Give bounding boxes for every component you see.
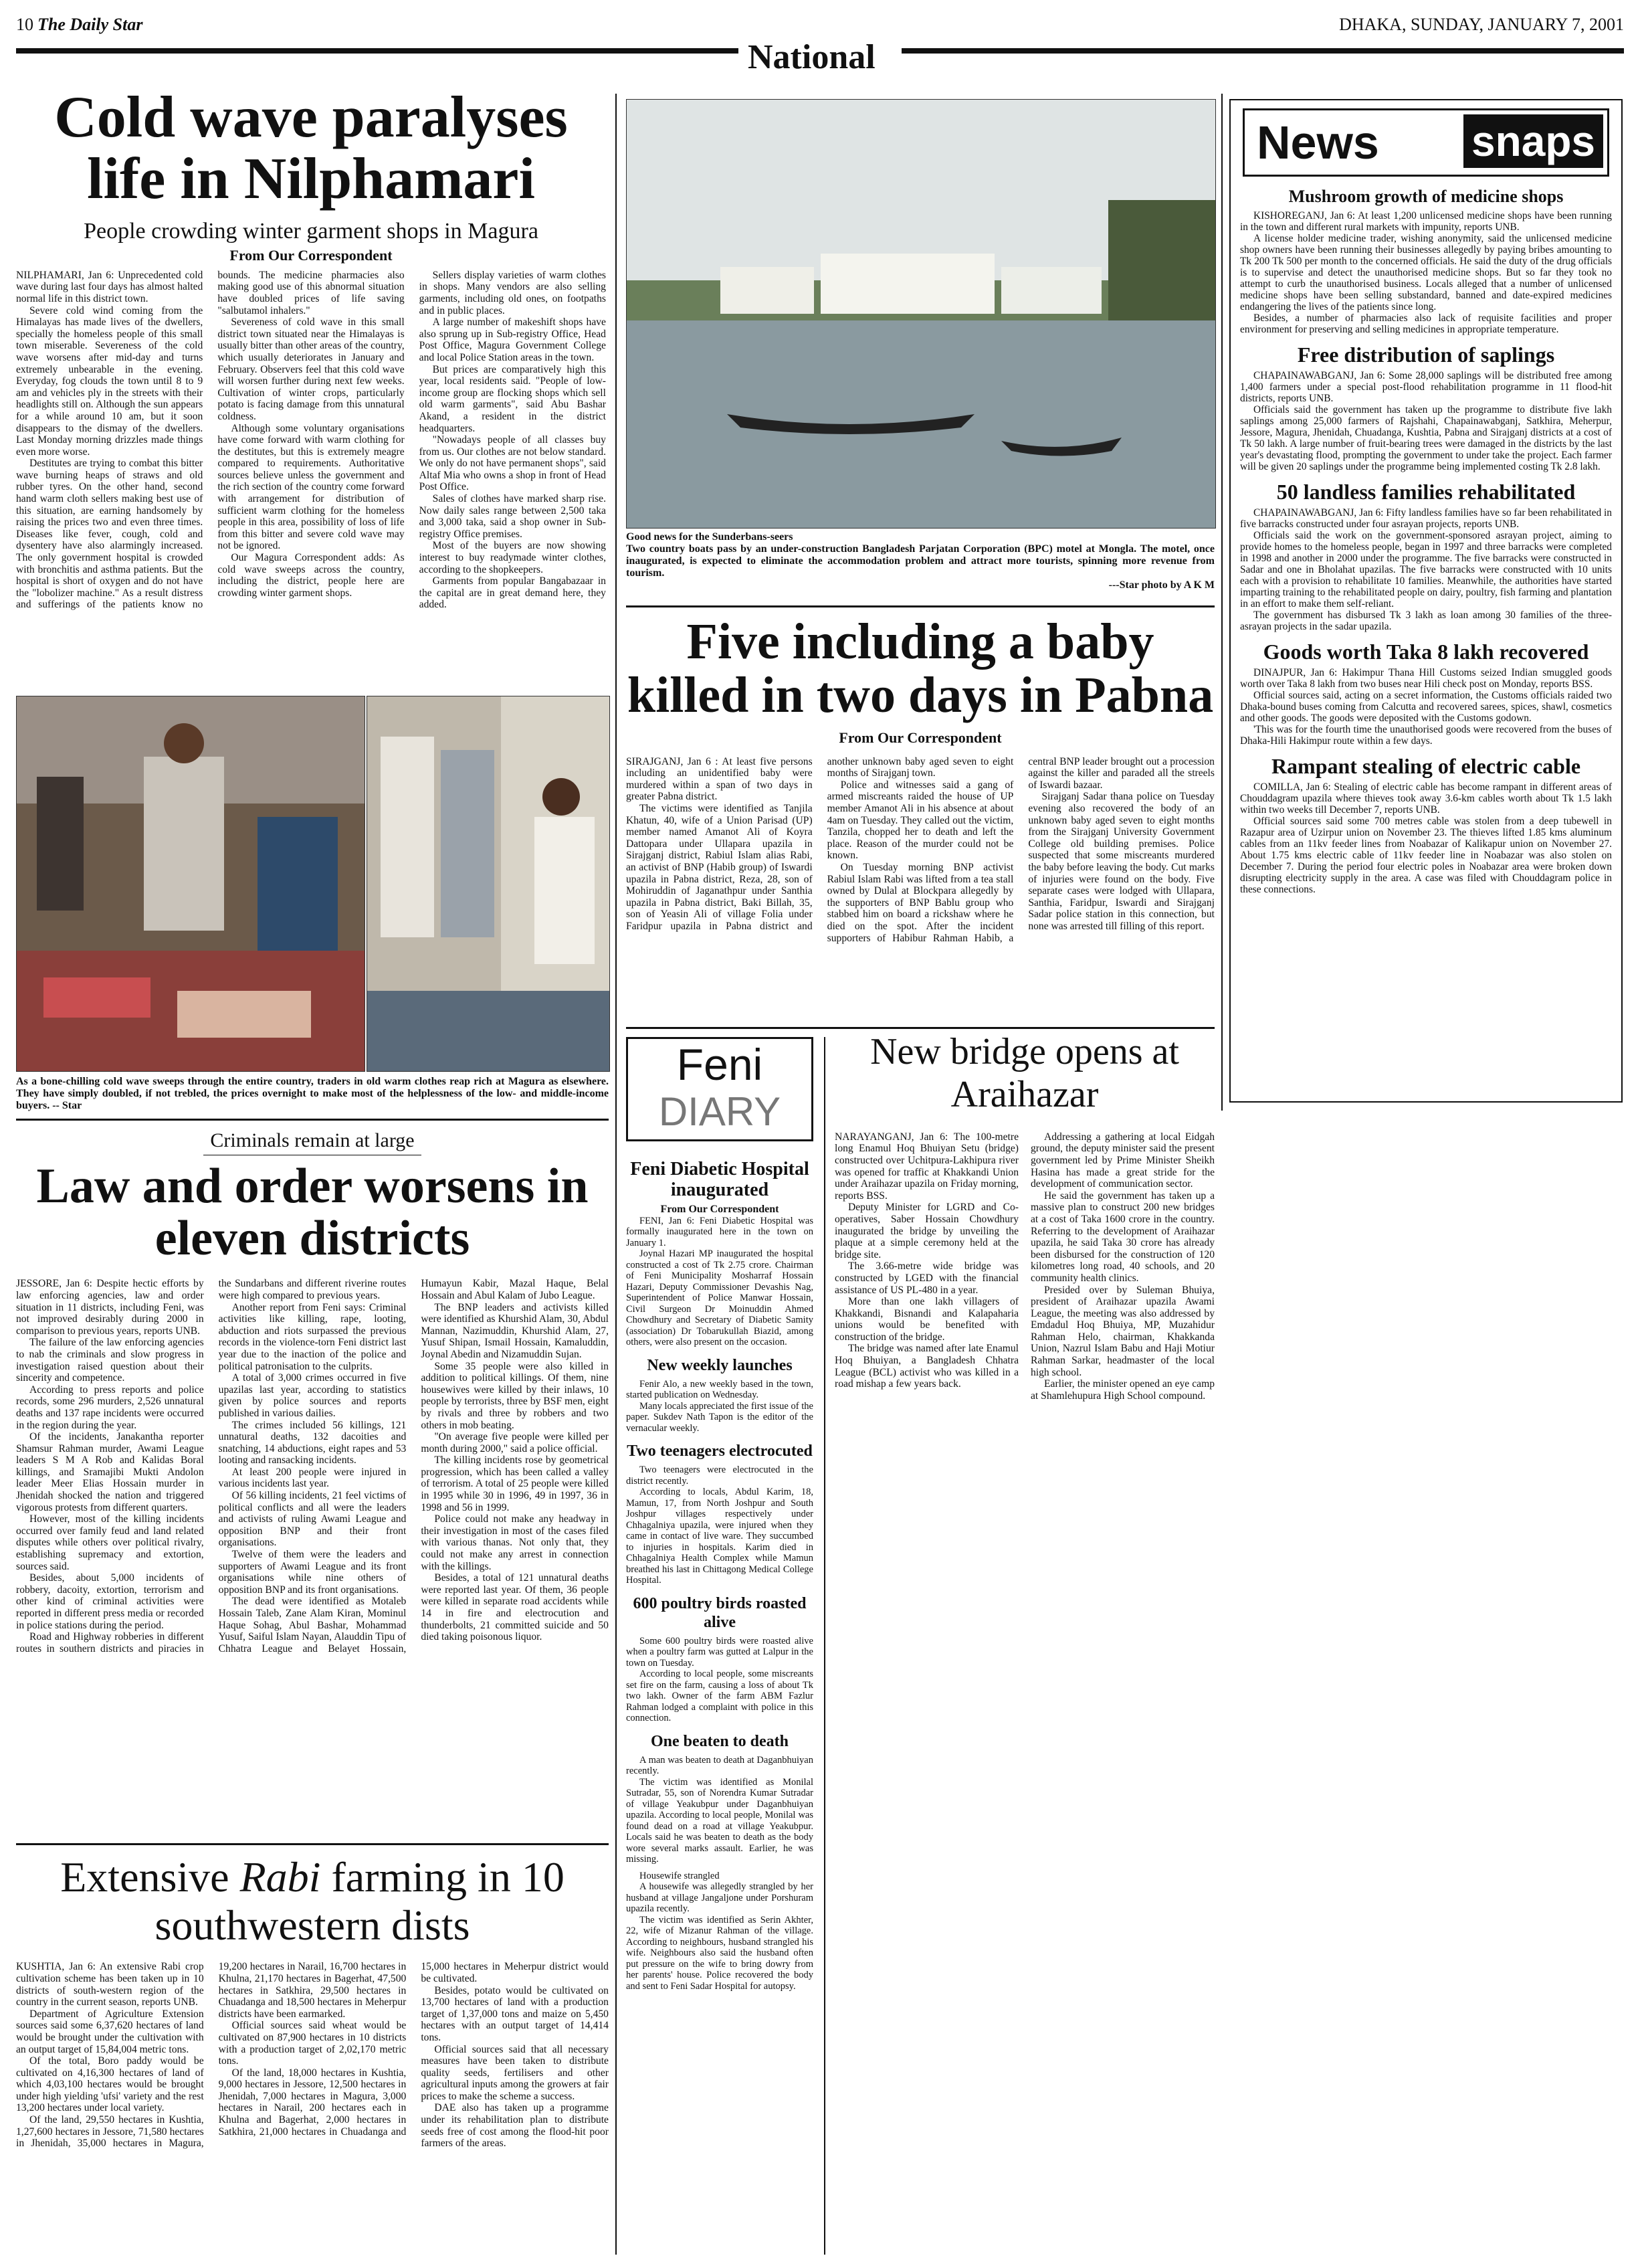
column-divider (824, 1037, 825, 2255)
paragraph: At least 200 people were injured in various incidents last year. (218, 1466, 407, 1490)
page-number: 10 (16, 15, 33, 34)
article-body (16, 270, 606, 718)
news-logo-text: News (1257, 116, 1379, 169)
item-title: Goods worth Taka 8 lakh recovered (1263, 640, 1589, 664)
paragraph: According to locals, Abdul Karim, 18, Mamun, 17, from North Joshpur and South Joshpur villages respectively under Chhagalniya upazila, were injured when they came in contact of live ware. They succumbed to injuries in hospitals. Karim died in Chhagalniya Health Complex while Mamun breathed his last in Chittagong Medical College Hospital. (626, 1487, 813, 1586)
paper-name: The Daily Star (37, 15, 143, 34)
paragraph: The killing incidents rose by geometrical progression, which has been called a valley of terrorism. A total of 25 people were killed in 1995 while 30 in 1996, 49 in 1997, 36 in 1998 and 56 in 1999. (421, 1454, 609, 1513)
article-body (16, 1278, 609, 1826)
paragraph: Our Magura Correspondent adds: As cold wave sweeps across the country, including the district, people here are crowding winter garment shops. (217, 552, 405, 599)
paragraph: The bridge was named after late Enamul Hoq Bhuiyan, a Bangladesh Chhatra League (BCL) activist who was killed in a road mishap a few years back. (835, 1343, 1019, 1390)
photo-clothes-vendor (367, 696, 610, 1072)
paragraph: CHAPAINAWABGANJ, Jan 6: Fifty landless families have so far been rehabilitated in five barracks constructed under four asrayan projects, reports UNB. (1240, 507, 1612, 530)
article-body (16, 1961, 609, 2249)
paragraph: Of the incidents, Janakantha reporter Shamsur Rahman murder, Awami League leaders S M A Rob and Kalidas Boral killings, and Sramajibi Mukti Andolon leader Meer Elias Hossain murder in Jhenidah shocked the nation and triggered vigorous protests from different quarters. (16, 1431, 204, 1513)
paragraph: He said the government has taken up a massive plan to construct 200 new bridges at a cost of Taka 1600 crore in the country. Referring to the development of Araihazar upazila, he said Taka 30 crore has already been disbursed for the construction of 120 kilometres long road, 40 schools, and 20 community health clinics. (1031, 1190, 1215, 1284)
article-body (626, 756, 1215, 1014)
paragraph: According to press reports and police records, some 296 murders, 2,526 unnatural deaths and 137 rape incidents were occurred in the region during the year. (16, 1384, 204, 1431)
paragraph: Two teenagers were electrocuted in the district recently. (626, 1464, 813, 1487)
paragraph: Of the land, 29,550 hectares in Kushtia, 1,27,600 hectares in Jessore, 71,580 hectares in Jhenidah, 35,000 hectares in Magura, 19,200 hectares in Narail, 16,700 hectares in Khulna, 21,170 hectares in Bagerhat, 47,500 hectares in Satkhira, 29,500 hectares in Chuadanga and 18,500 hectares in Meherpur districts have been earmarked. (16, 1961, 407, 2150)
paragraph: Officials said the government has taken up the programme to distribute five lakh saplings among 25,000 farmers of Rajshahi, Chapainawabganj, Satkhira, Meherpur, Jessore, Magura, Jhenidah, Chuadanga, Kushtia, Pabna and Sirajganj districts at a cost of Tk 50 lakh. A large number of fruit-bearing trees were damaged in the districts by the last year's devastating flood, prompting the government to under take the project. Each farmer will be given 20 saplings under the programme being implemented costing Tk 2.8 lakh. (1240, 404, 1612, 472)
law-order-story (16, 1124, 609, 1826)
caption-text: Two country boats pass by an under-construction Bangladesh Parjatan Corporation (BPC) motel at Mongla. The motel, once inaugurated, is expected to eliminate the accommodation problem and attract more tourists, spinning more revenue from tourism. (626, 543, 1215, 579)
rabi-story (16, 1853, 609, 2249)
paragraph: Some 35 people were also killed in addition to political killings. Of them, nine housewives were killed by their inlaws, 10 people by terrorists, three by BSF men, eight by rivals and three by robbers and two others in mob beating. (421, 1360, 609, 1431)
subheadline: People crowding winter garment shops in Magura (84, 218, 538, 244)
paragraph: Police could not make any headway in their investigation in most of the cases filed with various thanas. Not only that, they could not make any arrest in connection with the killings. (421, 1513, 609, 1572)
section-rule-right (902, 48, 1624, 54)
paragraph: "On average five people were killed per month during 2000," said a police official. (421, 1431, 609, 1454)
feni-logo-text: Feni (676, 1040, 763, 1089)
section-rule-left (16, 48, 738, 54)
paragraph: NARAYANGANJ, Jan 6: The 100-metre long Enamul Hoq Bhuiyan Setu (bridge) constructed over Uchitpura-Lakhipura river was opened for traffic at Khakkandi Union under Araihazar upazila on Friday morning, reports BSS. (835, 1131, 1019, 1202)
headline: New bridge opens at Araihazar (870, 1031, 1179, 1116)
photo-caption: As a bone-chilling cold wave sweeps through the entire country, traders in old warm clothes reap rich at Magura as elsewhere. They have simply doubled, if not trebled, the prices overnight to make most of the helplessness of the low- and middle-income buyers. -- Star (16, 1076, 609, 1111)
photo-mongla-motel-image (627, 100, 1215, 528)
paragraph: Addressing a gathering at local Eidgah ground, the deputy minister said the present government led by Prime Minister Sheikh Hasina has made a great stride for the development of communication sector. (1031, 1131, 1215, 1190)
paragraph: 'This was for the fourth time the unauthorised goods were recovered from the buses of Dhaka-Hili Hakimpur route within a few days. (1240, 724, 1612, 747)
paragraph: On Tuesday morning BNP activist Rabiul Islam Rabi was lifted from a tea stall owned by Dulal at Blockpara allegedly by the supporters of BNP Bablu group who stabbed him on board a rickshaw where he died on the spot. After the incident supporters of Habibur Rahman Habib, a central BNP leader brought out a procession against the killer and paraded all the streels of Iswardi bazaar. (827, 755, 1215, 944)
paragraph: Official sources said that all necessary measures have been taken to distribute quality seeds, fertilisers and other agricultural inputs among the growers at fair prices to make the scheme a success. (421, 2043, 609, 2102)
paragraph: COMILLA, Jan 6: Stealing of electric cable has become rampant in different areas of Chouddagram upazila where thieves took away 3.6-km cables worth about Tk 1.5 lakh within two weeks till December 7, reports UNB. (1240, 781, 1612, 816)
feni-diary-items (626, 1151, 813, 2194)
paragraph: SIRAJGANJ, Jan 6 : At least five persons including an unidentified baby were murdered within a span of two days in greater Pabna district. (626, 755, 813, 803)
paragraph: Some 600 poultry birds were roasted alive when a poultry farm was gutted at Lalpur in the town on Tuesday. (626, 1635, 813, 1669)
kicker: Criminals remain at large (203, 1129, 421, 1155)
byline: From Our Correspondent (229, 246, 393, 264)
paragraph: The failure of the law enforcing agencies to nab the criminals and slow progress in investigation raised question about their sincerity and competence. (16, 1337, 204, 1384)
paragraph: The government has disbursed Tk 3 lakh as loan among 30 families of the three-asrayan projects in the sadar upazila. (1240, 609, 1612, 632)
paragraph: Officials said the work on the government-sponsored asrayan project, aiming to provide homes to the homeless people, began in 1997 and three barracks were completed in 1998 and another in 2000 under the programme. The five barracks were constructed in Sadar and one in Bholahat upazilas. The five barracks were constructed with 10 units each with a provision to rehabilitate 10 families. Meanwhile, the authorities have started imparting training to the rehabilitated people on dairy, poultry, fish farming and plantation in an effort to make them self-reliant. (1240, 530, 1612, 609)
photo-credit: ---Star photo by A K M (1108, 579, 1215, 591)
paragraph: Besides, a number of pharmacies also lack of requisite facilities and proper environment for preserving and selling medicines in appropriate temperature. (1240, 312, 1612, 335)
paragraph: But prices are comparatively high this year, local residents said. "People of low-income group are flocking shops which sell old warm garments", said Abu Bashar Akand, a resident in the district headquarters. (419, 363, 606, 434)
cold-wave-story (16, 87, 606, 718)
paragraph: Of the land, 18,000 hectares in Kushtia, 9,000 hectares in Jessore, 12,500 hectares in Jhenidah, 7,000 hectares in Magura, 3,000 hectares in Narail, 200 hectares each in Khulna and Bagerhat, 2,000 hectares in Satkhira, 21,000 hectares in Chuadanga and 15,000 hectares in Meherpur district would be cultivated. (218, 1961, 609, 2138)
item-title: 600 poultry birds roasted alive (633, 1594, 807, 1631)
paragraph: Sellers display varieties of warm clothes in shops. Many vendors are also selling garments, including old ones, on footpaths and in public places. (419, 269, 606, 316)
paragraph: Severe cold wind coming from the Himalayas has made lives of the dwellers, specially the homeless people of this small town miserable. Severeness of the cold wave worsens after mid-day and turns extremely unbearable in the evening. Everyday, fog clouds the town until 8 to 9 am and vehicles ply in the streets with their headlights still on. Although the sun appears for a while around 10 am, but it soon disappears to the dismay of the dwellers. Last Monday morning drizzles made things even more worse. (16, 304, 203, 458)
paragraph: Besides, potato would be cultivated on 13,700 hectares of land with a production target of 1,37,000 tons and maize on 5,450 hectares with an output target of 14,414 tons. (421, 1984, 609, 2043)
headline: Cold wave paralyses life in Nilphamari (54, 85, 568, 212)
paragraph: FENI, Jan 6: Feni Diabetic Hospital was formally inaugurated here in the town on January 1. (626, 1215, 813, 1248)
photo-clothes-vendor-image (367, 696, 609, 1071)
paragraph: Many locals appreciated the first issue of the paper. Sukdev Nath Tapon is the editor of the vernacular weekly. (626, 1400, 813, 1434)
paragraph: The victim was identified as Serin Akhter, 22, wife of Mizanur Rahman of the village. According to neighbours, husband strangled his wife. Neighbours also said the husband often put pressure on the wife to bring dowry from her parents' house. Police recovered the body and sent to Feni Sadar Hospital for autopsy. (626, 1914, 813, 1992)
headline: Law and order worsens in eleven districts (36, 1159, 589, 1266)
item-title: New weekly launches (647, 1356, 793, 1374)
item-byline: From Our Correspondent (660, 1204, 779, 1215)
feni-diary (626, 1037, 813, 2194)
paragraph: Garments from popular Bangabazaar in the capital are in great demand here, they added. (419, 575, 606, 611)
photo-garment-shop-image (17, 696, 365, 1071)
paragraph: Of 56 killing incidents, 21 feel victims of political conflicts and all were the leaders and activists of ruling Awami League and opposition BNP and their front organisations. (218, 1490, 407, 1549)
paragraph: Besides, a total of 121 unnatural deaths were reported last year. Of them, 36 people were killed in separate road accidents while 14 in fire and electrocution and thunderbolts, 21 committed suicide and 50 died taking poisonous liquor. (421, 1572, 609, 1643)
paragraph: The crimes included 56 killings, 121 unnatural deaths, 132 dacoities and snatching, 14 abductions, eight rapes and 53 looting and ransacking incidents. (218, 1419, 407, 1467)
news-snaps-items (1240, 187, 1612, 1084)
paragraph: The victim was identified as Monilal Sutradar, 55, son of Norendra Kumar Sutradar of village Yeakubpur under Daganbhuiyan upazila. According to local people, Monilal was found dead on a road at village Yeakubpur. Locals said he was beaten to death as the body wore several marks assault. Earlier, he was missing. (626, 1776, 813, 1865)
item-title: 50 landless families rehabilitated (1276, 480, 1576, 504)
paragraph: Of the total, Boro paddy would be cultivated on 4,16,300 hectares of land of which 4,03,100 hectares would be brought under high yielding 'ufsi' variety and the rest 13,200 hectares under local variety. (16, 2055, 204, 2114)
news-snaps-logo (1243, 108, 1609, 177)
byline: From Our Correspondent (839, 729, 1002, 746)
item-title: Free distribution of saplings (1297, 343, 1555, 367)
paragraph: DINAJPUR, Jan 6: Hakimpur Thana Hill Customs seized Indian smuggled goods worth over Taka 8 lakh from two buses near Hili check post on Monday, reports BSS. (1240, 667, 1612, 690)
paragraph: Official sources said some 700 metres cable was stolen from a deep tubewell in Razapur area of Uzirpur union on November 23. The thieves lifted 1.85 kms aluminum cables from an 11kv feeder lines from Noabazar of Kalikapur union on November 27. About 1.75 kms electric cable of 11kv feeder line in Noabazar was also stolen on December 7. During the period four electric poles in Noabazar area were broken down disrupting electricity supply in the area. A case was filed with Chouddagram police in these connections. (1240, 816, 1612, 895)
news-snaps-box (1229, 99, 1623, 1103)
paragraph: Road and Highway robberies in different routes in southern districts and piracies in the Sundarbans and different riverine routes were high compared to previous years. (16, 1278, 407, 1655)
paragraph: A total of 3,000 crimes occurred in five upazilas last year, according to statistics given by police sources and reports published in various dailies. (218, 1372, 407, 1419)
article-body (835, 1131, 1215, 1546)
paragraph: Deputy Minister for LGRD and Co-operatives, Saber Hossain Chowdhury inaugurated the bridge by unveiling the plaque at a simple ceremony held at the bridge site. (835, 1202, 1019, 1260)
paragraph: More than one lakh villagers of Khakkandi, Bisnandi and Kalapaharia unions would be benefited with construction of the bridge. (835, 1296, 1019, 1343)
paragraph: The 3.66-metre wide bridge was constructed by LGED with the financial assistance of US PL-480 in a year. (835, 1260, 1019, 1296)
paragraph: Severeness of cold wave in this small district town situated near the Himalayas is usually bitter than other areas of the country, which usually deteriorates in January and February. Observers feel that this cold wave will worsen further during next few weeks. Cultivation of winter crops, particularly potato is facing damage from this unnatural coldness. (217, 316, 405, 422)
paragraph: Fenir Alo, a new weekly based in the town, started publication on Wednesday. (626, 1378, 813, 1400)
bridge-story (835, 1030, 1215, 1546)
snaps-logo-text: snaps (1463, 114, 1603, 168)
feni-diary-logo (626, 1037, 813, 1141)
headline-italic: Rabi (239, 1853, 321, 1901)
paragraph: Joynal Hazari MP inaugurated the hospital constructed a cost of Tk 2.75 crore. Chairman of Feni Municipality Mosharraf Hossain Hazari, Deputy Commissioner Devashis Nag, Superintendent of Police Manwar Hossain, Civil Surgeon Dr Moinuddin Ahmed Chowdhury and Secretary of Diabetic Samity (association) Dr Tobarukullah Biazid, among others, were also present on the occasion. (626, 1248, 813, 1347)
paragraph: Sales of clothes have marked sharp rise. Now daily sales range between 2,500 taka and 3,000 taka, said a shop owner in Sub-registry Office premises. (419, 493, 606, 540)
paragraph: The dead were identified as Motaleb Hossain Taleb, Zane Alam Kiran, Mominul Haque Sohag, Abul Bashar, Mohammad Yusuf, Saiful Islam Nayan, Alauddin Tipu of Chhatra League and Belayet Hossain, Humayun Kabir, Mazal Haque, Belal Hossain and Abul Kalam of Jubo League. (218, 1278, 609, 1655)
paragraph: Official sources said wheat would be cultivated on 87,900 hectares in 10 districts with a production target of 2,02,170 metric tons. (218, 2020, 407, 2067)
item-title: Rampant stealing of electric cable (1271, 754, 1581, 778)
story-divider (626, 605, 1215, 607)
item-title: Feni Diabetic Hospital inaugurated (630, 1159, 809, 1200)
paragraph: A license holder medicine trader, wishing anonymity, said the unlicensed medicine shop owners have been running their businesses allegedly by paying bribes amounting to Tk 200 Tk 500 per month to the concerned officials. He said the duty of the drug officials is to supervise and detect the unauthorised medicine shops. But so far they took no attempt to curb the unauthorised business. Locals alleged that a number of unlicensed medicine shops have been selling substandard, banned and date-expired medicines endangering the lives of the patients since long. (1240, 233, 1612, 312)
headline-part: farming in 10 southwestern dists (155, 1853, 565, 1949)
paragraph: Sirajganj Sadar thana police on Tuesday evening also recovered the body of an unknown baby aged seven to eight months from the Sirajganj University Government College old building premises. Police suspected that some miscreants murdered the baby before leaving the body. Cut marks of injuries were found on the body. Five separate cases were lodged with Ullapara, Santhia, Faridpur, Iswardi and Sirajganj Sadar police station in this connection, but none was arrested till filling of this report. (1028, 791, 1215, 932)
paragraph: Most of the buyers are now showing interest to buy readymade winter clothes, according to the shopkeepers. (419, 540, 606, 575)
paragraph: Official sources said, acting on a secret information, the Customs officials raided two Dhaka-bound buses coming from Calcutta and recovered sarees, spices, shawl, cosmetics and other goods. The goods were deposited with the Customs godown. (1240, 690, 1612, 724)
paragraph: A housewife was allegedly strangled by her husband at village Jangaljone under Porshuram upazila recently. (626, 1881, 813, 1914)
paragraph: According to local people, some miscreants set fire on the farm, causing a loss of about Tk two lakh. Owner of the farm ABM Fazlur Rahman lodged a complaint with police in this connection. (626, 1669, 813, 1723)
paragraph: NILPHAMARI, Jan 6: Unprecedented cold wave during last four days has almost halted normal life in this district town. (16, 269, 203, 304)
paragraph: Twelve of them were the leaders and supporters of Awami League and its front organisations while nine others of opposition BNP and its front organisations. (218, 1549, 407, 1596)
headline-part: Extensive (60, 1853, 240, 1901)
paragraph: Although some voluntary organisations have come forward with warm clothing for the destitutes, but this is extremely meagre compared to requirements. Authoritative sources believe unless the government and the rich section of the country come forward with arrangement for distribution of sufficient warm clothing for the homeless people in this area, possibility of loss of life from this bitter and severe cold wave may not be ignored. (217, 422, 405, 552)
diary-logo-text: DIARY (658, 1089, 781, 1134)
paragraph: Another report from Feni says: Criminal activities like killing, rape, looting, abduction and riots surpassed the previous records in the violence-torn Feni district last year due to the inaction of the police and political patronisation to the culprits. (218, 1301, 407, 1372)
story-divider (16, 1843, 609, 1845)
story-divider (16, 1119, 609, 1121)
photo-mongla-motel (626, 99, 1216, 529)
paragraph: Department of Agriculture Extension sources said some 6,37,620 hectares of land would be brought under the cultivation with an output target of 15,84,004 metric tons. (16, 2008, 204, 2055)
paragraph: Housewife strangled (639, 1870, 720, 1881)
paragraph: "Nowadays people of all classes buy from us. Our clothes are not below standard. We only do not have permanent shops", said Altaf Mia who owns a shop in front of Head Post Office. (419, 434, 606, 493)
paragraph: However, most of the killing incidents occurred over family feud and land related disputes while others over political rivalry, establishing supremacy and extortion, sources said. (16, 1513, 204, 1572)
paragraph: The BNP leaders and activists killed were identified as Khurshid Alam, 30, Abdul Mannan, Nazimuddin, Khurshid Alam, 27, Yusuf Shipan, Ismail Hossain, Kamaluddin, Joynal Abedin and Nizamuddin Sujan. (421, 1301, 609, 1360)
photo-garment-shop (16, 696, 365, 1072)
paragraph: KISHOREGANJ, Jan 6: At least 1,200 unlicensed medicine shops have been running in the town and different rural markets with impunity, reports UNB. (1240, 210, 1612, 233)
headline (16, 1853, 609, 1949)
item-title: Mushroom growth of medicine shops (1288, 187, 1564, 206)
paragraph: The victims were identified as Tanjila Khatun, 40, wife of a Union Parisad (UP) member named Amanot Ali of Koyra Dattopara under Ullapara upazila in Sirajganj district, Rabiul Islam alias Rabi, an activist of BNP (Habib group) of Iswardi upazila in Pabna district, Reza, 28, son of Mohiruddin of Jaganathpur under Santhia upazila in Pabna district, Baki Billah, 35, son of Yeasin Ali of village Folia under Faridpur upazila in Pabna district and another unknown baby aged seven to eight months of Sirajganj town. (626, 755, 1014, 932)
paragraph: JESSORE, Jan 6: Despite hectic efforts by law enforcing agencies, law and order situation in 11 districts, including Feni, was not improved desirably during 2000 in comparison to previous years, reports UNB. (16, 1278, 204, 1337)
section-title: National (748, 38, 876, 76)
dateline: DHAKA, SUNDAY, JANUARY 7, 2001 (1339, 15, 1624, 34)
paragraph: Destitutes are trying to combat this bitter wave burning heaps of straws and old rubber tyres. On the other hand, second hand warm cloth sellers making best use of this situation, are earning handsomely by raising the prices two and even three times. Diseases like fever, cough, cold and dysentery have also alarmingly increased. The only government hospital is crowded with bronchitis and asthma patients. But the hospital is short of oxygen and do not have the "lobolizer machine." As a result distress and sufferings of the patients know no bounds. The medicine pharmacies also making good use of this abnormal situation have doubled prices of life saving "salbutamol inhalers." (16, 269, 405, 611)
paragraph: A large number of makeshift shops have also sprung up in Sub-registry Office, Head Post Office, Magura Government College and local Police Station areas in the town. (419, 316, 606, 363)
item-title: Two teenagers electrocuted (627, 1442, 813, 1460)
paragraph: CHAPAINAWABGANJ, Jan 6: Some 28,000 saplings will be distributed free among 1,400 farmers under a special post-flood rehabilitation programme in 11 flood-hit districts, reports UNB. (1240, 370, 1612, 404)
column-divider (615, 94, 617, 2255)
paragraph: Besides, about 5,000 incidents of robbery, dacoity, extortion, terrorism and other kind of criminal activities were reported in different press media or recorded in police stations during the period. (16, 1572, 204, 1631)
paragraph: KUSHTIA, Jan 6: An extensive Rabi crop cultivation scheme has been taken up in 10 districts of south-western region of the country in the current season, reports UNB. (16, 1961, 204, 2008)
caption-head: Good news for the Sunderbans-seers (626, 531, 793, 543)
paragraph: Police and witnesses said a gang of armed miscreants raided the house of UP member Amanot Ali in his absence at about 4am on Tuesday. They called out the victim, Tanzila, chopped her to death and left the place. Reason of the murder could not be known. (827, 779, 1014, 862)
paragraph: DAE also has taken up a programme under its rehabilitation plan to distribute seeds free of cost among the flood-hit poor farmers of the areas. (421, 2102, 609, 2150)
mongla-caption (626, 531, 1215, 591)
column-divider (1221, 94, 1223, 1111)
paragraph: A man was beaten to death at Daganbhuiyan recently. (626, 1754, 813, 1776)
pabna-story (626, 613, 1215, 1014)
story-divider (626, 1027, 1215, 1029)
paragraph: Earlier, the minister opened an eye camp at Shamlehupura High School compound. (1031, 1378, 1215, 1402)
headline: Five including a baby killed in two days in Pabna (627, 613, 1214, 723)
masthead (16, 15, 1624, 76)
item-title: One beaten to death (651, 1732, 789, 1750)
paragraph: Presided over by Suleman Bhuiya, president of Araihazar upazila Awami League, the meeting was also addressed by Emdadul Hoq Bhuiya, MP, Muzahidur Rahman Helo, chairman, Khakkanda Union, Nazrul Islam Babu and Haji Motiur Rahman Sarkar, headmaster of the local high school. (1031, 1284, 1215, 1378)
